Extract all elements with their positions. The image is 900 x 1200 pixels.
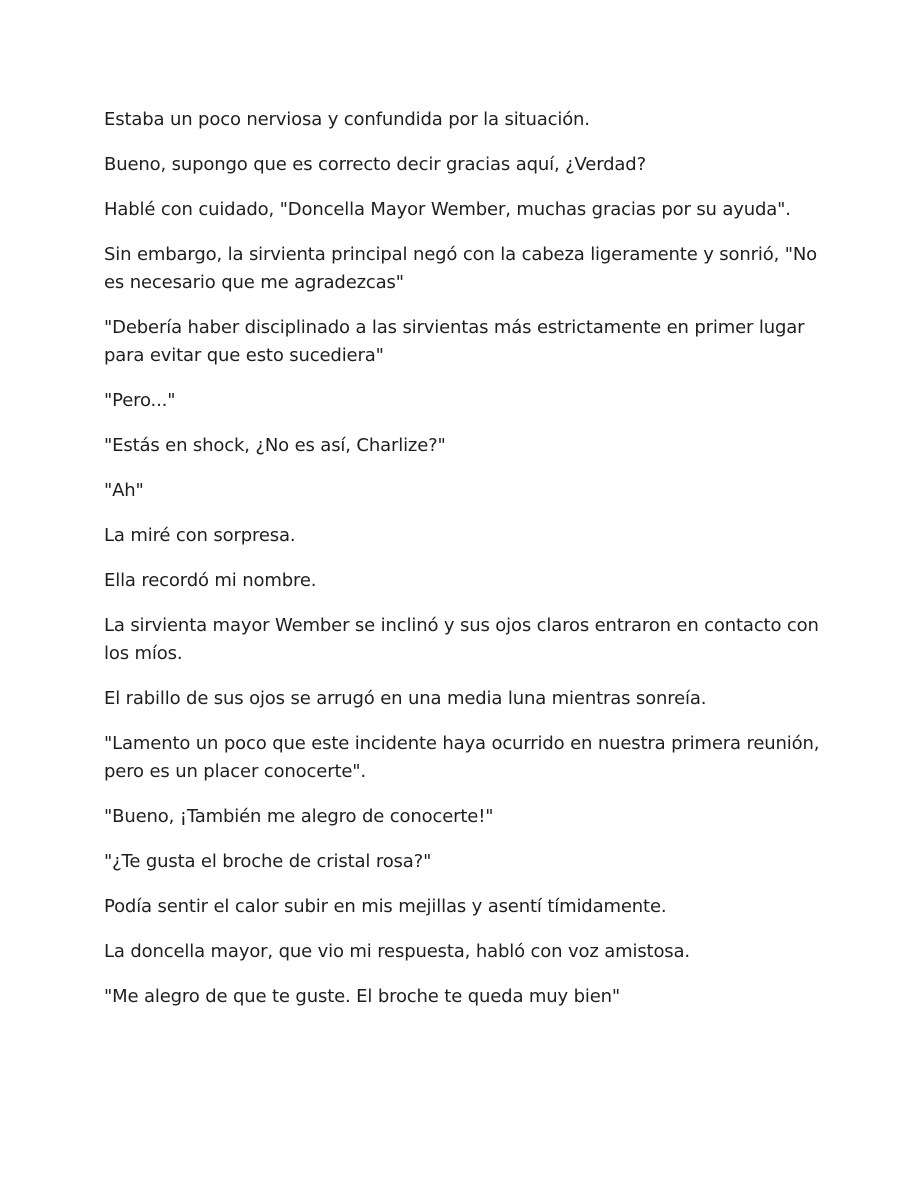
paragraph: La miré con sorpresa. [104, 525, 296, 546]
paragraph: La sirvienta mayor Wember se inclinó y sus ojos claros entraron en contacto con los míos. [104, 615, 819, 664]
paragraph: "Bueno, ¡También me alegro de conocerte!" [104, 806, 494, 827]
paragraph: El rabillo de sus ojos se arrugó en una media luna mientras sonreía. [104, 688, 707, 709]
paragraph: "Estás en shock, ¿No es así, Charlize?" [104, 435, 446, 456]
paragraph: Sin embargo, la sirvienta principal negó con la cabeza ligeramente y sonrió, "No es necesario que me agradezcas" [104, 244, 818, 293]
text-body [104, 106, 824, 1028]
paragraph: "Me alegro de que te guste. El broche te queda muy bien" [104, 986, 621, 1007]
paragraph: Estaba un poco nerviosa y confundida por la situación. [104, 109, 590, 130]
paragraph: "Pero..." [104, 390, 176, 411]
paragraph: Ella recordó mi nombre. [104, 570, 317, 591]
paragraph: La doncella mayor, que vio mi respuesta, habló con voz amistosa. [104, 941, 690, 962]
paragraph: "Ah" [104, 480, 144, 501]
paragraph: Bueno, supongo que es correcto decir gracias aquí, ¿Verdad? [104, 154, 646, 175]
paragraph: "Debería haber disciplinado a las sirvientas más estrictamente en primer lugar para evitar que esto sucediera" [104, 317, 805, 366]
paragraph: "Lamento un poco que este incidente haya ocurrido en nuestra primera reunión, pero es un placer conocerte". [104, 733, 820, 782]
paragraph: Podía sentir el calor subir en mis mejillas y asentí tímidamente. [104, 896, 667, 917]
paragraph: Hablé con cuidado, "Doncella Mayor Wember, muchas gracias por su ayuda". [104, 199, 791, 220]
paragraph: "¿Te gusta el broche de cristal rosa?" [104, 851, 432, 872]
